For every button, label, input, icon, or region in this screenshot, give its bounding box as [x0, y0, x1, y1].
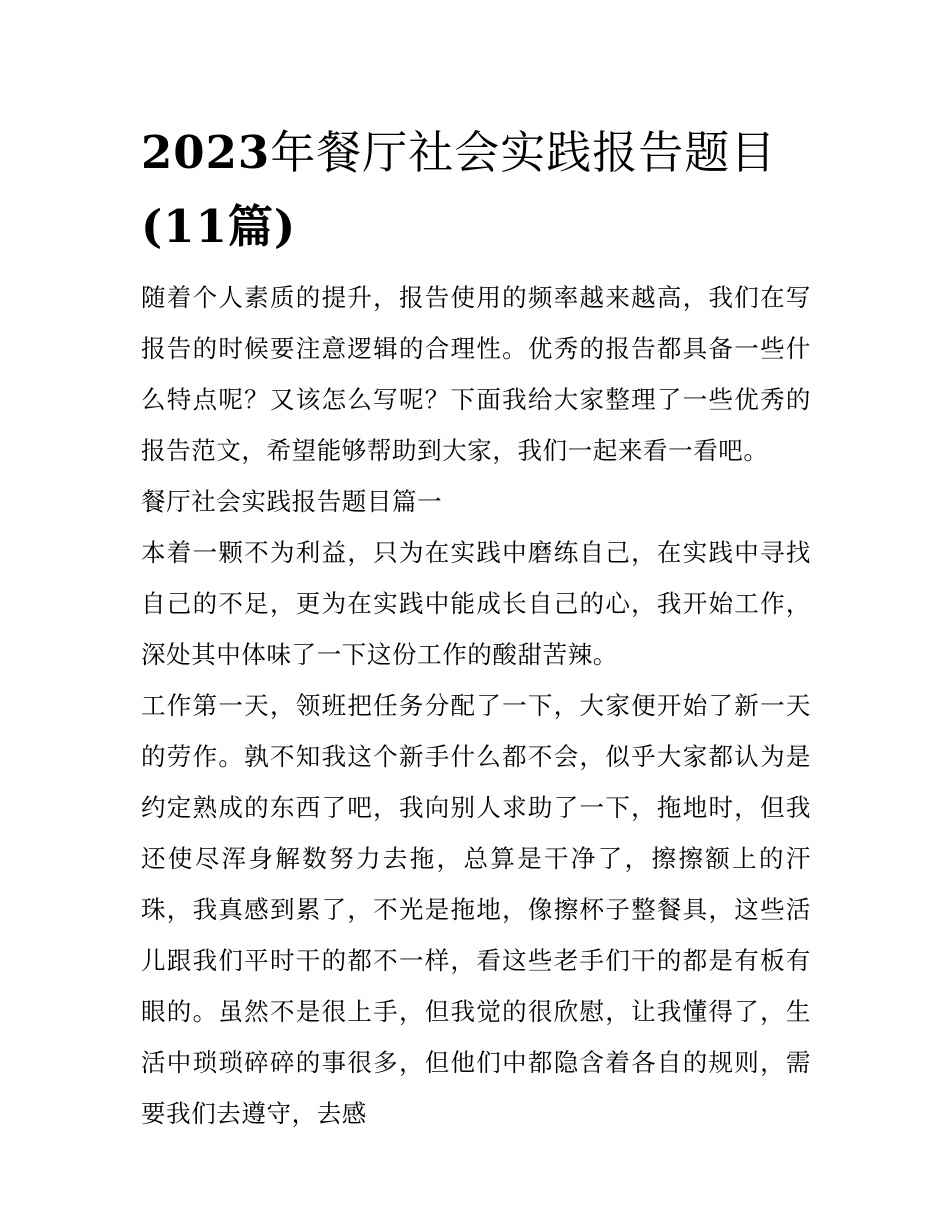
title-text: 年餐厅社会实践报告题目: [270, 126, 777, 179]
title-count-suffix: 篇): [227, 200, 297, 253]
document-body: [141, 116, 811, 1139]
body-paragraph: 工作第一天，领班把任务分配了一下，大家便开始了新一天的劳作。孰不知我这个新手什么都不会，似乎大家都认为是约定熟成的东西了吧，我向别人求助了一下，拖地时，但我还使尽浑身解数努力去拖，总算是干净了，擦擦额上的汗珠，我真感到累了，不光是拖地，像擦杯子整餐具，这些活儿跟我们平时干的都不一样，看这些老手们干的都是有板有眼的。虽然不是很上手，但我觉的很欣慰，让我懂得了，生活中琐琐碎碎的事很多，但他们中都隐含着各自的规则，需要我们去遵守，去感: [141, 691, 811, 1128]
intro-paragraph: 随着个人素质的提升，报告使用的频率越来越高，我们在写报告的时候要注意逻辑的合理性。优秀的报告都具备一些什么特点呢？又该怎么写呢？下面我给大家整理了一些优秀的报告范文，希望能够帮助到大家，我们一起来看一看吧。: [141, 283, 811, 465]
document-title: [141, 116, 811, 264]
title-count: (11: [141, 200, 228, 253]
section-heading: 餐厅社会实践报告题目篇一: [141, 487, 443, 516]
title-year: 2023: [141, 126, 271, 179]
body-paragraph: 本着一颗不为利益，只为在实践中磨练自己，在实践中寻找自己的不足，更为在实践中能成长自己的心，我开始工作，深处其中体味了一下这份工作的酸甜苦辣。: [141, 538, 811, 669]
